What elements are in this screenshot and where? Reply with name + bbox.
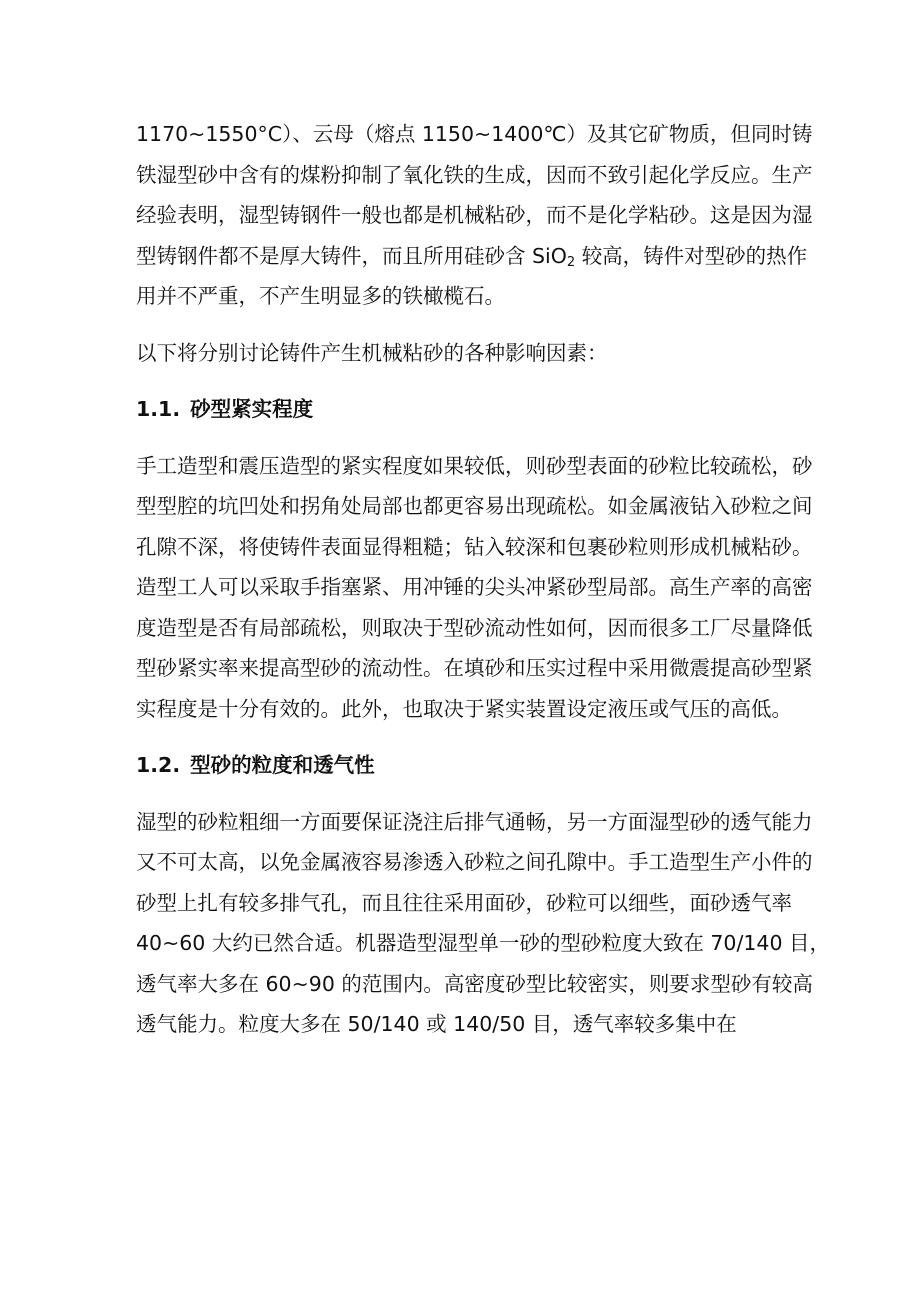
section-1-1-paragraph (136, 446, 813, 730)
text-line: 实程度是十分有效的。此外，也取决于紧实装置设定液压或气压的高低。 (136, 696, 792, 721)
paragraph-1 (136, 114, 813, 317)
text-line-tail: 较高，铸件对型砂的热作 (581, 243, 808, 268)
formula-subscript: 2 (566, 254, 576, 270)
section-heading-1-1 (136, 389, 796, 430)
text-line: 型砂紧实率来提高型砂的流动性。在填砂和压实过程中采用微震提高砂型紧 (136, 656, 813, 680)
text-line: 湿型的砂粒粗细一方面要保证浇注后排气通畅，另一方面湿型砂的透气能力 (136, 809, 813, 834)
paragraph-2 (136, 333, 796, 374)
document-body (136, 114, 831, 1045)
text-line: 型型腔的坑凹处和拐角处局部也都更容易出现疏松。如金属液钻入砂粒之间 (136, 494, 813, 518)
text-line: 手工造型和震压造型的紧实程度如果较低，则砂型表面的砂粒比较疏松，砂 (136, 453, 813, 478)
text-line: 经验表明，湿型铸钢件一般也都是机械粘砂，而不是化学粘砂。这是因为湿 (136, 203, 813, 227)
text-line: 以下将分别讨论铸件产生机械粘砂的各种影响因素： (136, 340, 608, 365)
text-line: 造型工人可以采取手指塞紧、用冲锤的尖头冲紧砂型局部。高生产率的高密 (136, 575, 813, 599)
text-line: 砂型上扎有较多排气孔，而且往往采用面砂，砂粒可以细些，面砂透气率 (136, 890, 792, 915)
text-line: 铁湿型砂中含有的煤粉抑制了氧化铁的生成，因而不致引起化学反应。生产 (136, 162, 813, 187)
text-line: 孔隙不深，将使铸件表面显得粗糙；钻入较深和包裹砂粒则形成机械粘砂。 (136, 534, 813, 559)
section-number: 1.1. (136, 397, 181, 421)
formula-base: SiO (532, 243, 567, 268)
section-title: 型砂的粒度和透气性 (190, 753, 375, 777)
text-line: 透气能力。粒度大多在 50/140 或 140/50 目，透气率较多集中在 (136, 1012, 737, 1036)
text-line: 40~60 大约已然合适。机器造型湿型单一砂的型砂粒度大致在 70/140 目， (136, 931, 831, 955)
text-line: 透气率大多在 60~90 的范围内。高密度砂型比较密实，则要求型砂有较高 (136, 971, 813, 996)
section-1-2-paragraph (136, 802, 831, 1045)
section-title: 砂型紧实程度 (190, 397, 314, 421)
text-line-with-formula (136, 236, 808, 277)
text-line: 用并不严重，不产生明显多的铁橄榄石。 (136, 284, 505, 308)
text-line: 又不可太高，以免金属液容易渗透入砂粒之间孔隙中。手工造型生产小件的 (136, 850, 813, 874)
text-line-head: 型铸钢件都不是厚大铸件，而且所用硅砂含 (136, 243, 533, 268)
text-line: 1170~1550°C）、云母（熔点 1150~1400℃）及其它矿物质，但同时铸 (136, 122, 813, 146)
text-line: 度造型是否有局部疏松，则取决于型砂流动性如何，因而很多工厂尽量降低 (136, 615, 813, 640)
formula-sio2 (532, 244, 575, 268)
section-heading-1-2 (136, 745, 796, 786)
section-number: 1.2. (136, 753, 181, 777)
